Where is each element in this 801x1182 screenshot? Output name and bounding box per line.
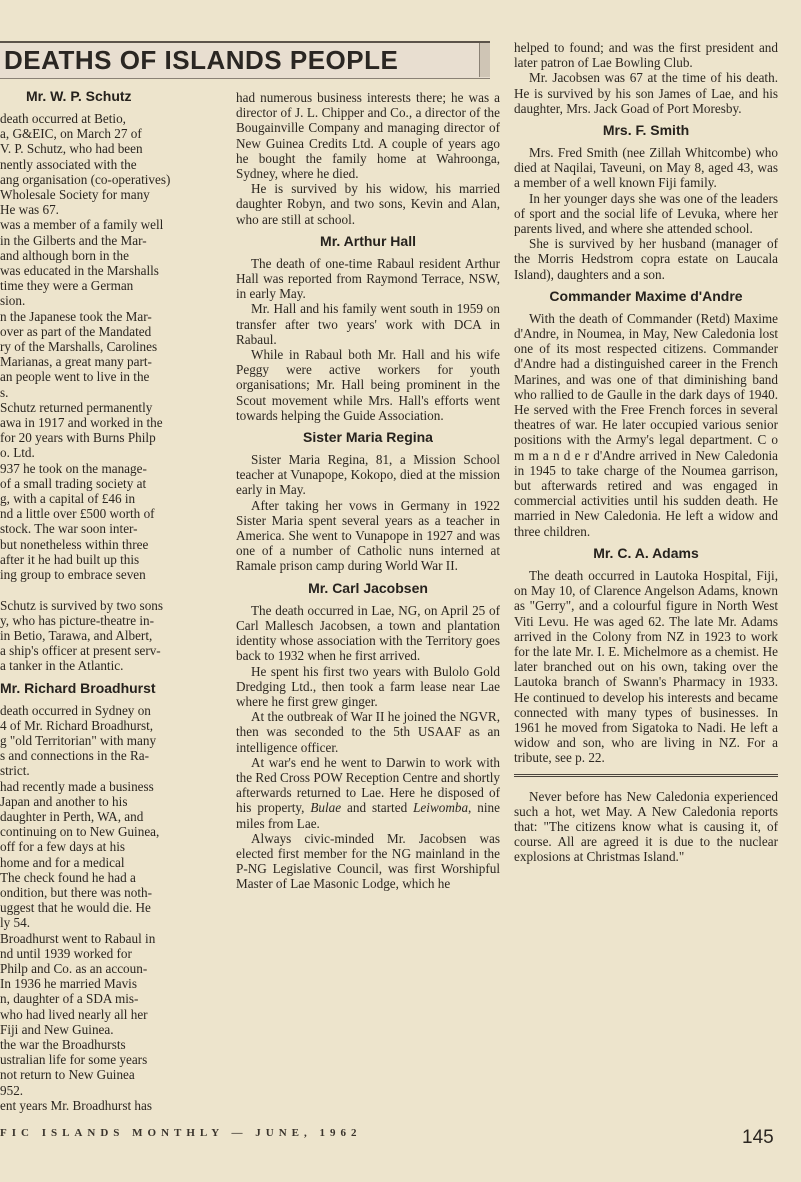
schutz-obituary <box>0 111 216 674</box>
text-line: Schutz returned permanently <box>0 399 153 415</box>
paragraph: At the outbreak of War II he joined the NGVR, then was seconded to the 5th USAAF as an intelligence officer. <box>236 709 500 755</box>
paragraph: With the death of Commander (Retd) Maxime d'Andre, in Noumea, in May, New Caledonia lost one of its most respected citizens. Commander d'Andre had a distinguished career in the French Marines, and was one of that diminishing band who rallied to de Gaulle in the dark days of 1940. He served with the Free French forces in several theatres of war. He later occupied various senior positions with the Army's legal department. C o m m a n d e r d'Andre arrived in New Caledonia in 1945 to take charge of the Noumea garrison, but afterwards retired and was engaged in commercial activities until his sudden death. He married in New Caledonia. He left a widow and three children. <box>514 310 778 539</box>
paragraph: He is survived by his widow, his married daughter Robyn, and two sons, Kevin and Alan, who are still at school. <box>236 181 500 227</box>
text-line: ry of the Marshalls, Carolines <box>0 339 158 355</box>
text-line: off for a few days at his <box>0 839 125 855</box>
text-line: was a member of a family well <box>0 217 164 233</box>
text-line: ing group to embrace seven <box>0 567 146 583</box>
text-line: ang organisation (co-operatives) <box>0 171 171 187</box>
paragraph <box>236 755 500 831</box>
property-name: Leiwomba <box>413 800 469 816</box>
property-name: Bulae <box>310 800 342 816</box>
text-line: an people went to live in the <box>0 369 150 385</box>
text-line: continuing on to New Guinea, <box>0 824 160 840</box>
paragraph: The death occurred in Lautoka Hospital, Fiji, on May 10, of Clarence Angelson Adams, known as "Gerry", and a colourful figure in North West Viti Levu. He was aged 62. The late Mr. Adams arrived in the Colony from NZ in 1923 to work for the late Mr. I. E. Michelmore as a chemist. He later branched out on his own, taking over the Lautoka branch of Swann's Pharmacy in 1933. He continued to develop his interests and became connected with many types of businesses. In 1961 he moved from Sigatoka to Nadi. He left a widow and son, who are living in NZ. For a tribute, see p. 22. <box>514 567 778 766</box>
text-line: in Betio, Tarawa, and Albert, <box>0 627 153 643</box>
page-number: 145 <box>742 1127 774 1148</box>
paragraph: While in Rabaul both Mr. Hall and his wife Peggy were active workers for youth organisations; Mr. Hall being prominent in the Scout movement while Mrs. Hall's efforts went towards helping the Guide Association. <box>236 347 500 423</box>
heading-adams: Mr. C. A. Adams <box>593 544 699 561</box>
text-line: g "old Territorian" with many <box>0 732 157 748</box>
paragraph: After taking her vows in Germany in 1922 Sister Maria spent several years as a teacher in America. She went to Vunapope in 1927 and was one of a number of Catholic nuns interned at Ramale prison camp during World War II. <box>236 497 500 574</box>
text-line: 937 he took on the manage- <box>0 460 147 476</box>
running-footer: FIC ISLANDS MONTHLY — JUNE, 1962 <box>0 1127 362 1139</box>
heading-dandre: Commander Maxime d'Andre <box>549 287 743 304</box>
text-line: daughter in Perth, WA, and <box>0 808 144 824</box>
text-line: ent years Mr. Broadhurst has <box>0 1097 152 1113</box>
text-line: Schutz is survived by two sons <box>0 597 164 613</box>
paragraph: He spent his first two years with Bulolo Gold Dredging Ltd., then took a farm lease near Lae where he first grew ginger. <box>236 663 500 709</box>
text-line: nd a little over £500 worth of <box>0 506 155 522</box>
text-line: a, G&EIC, on March 27 of <box>0 126 142 142</box>
broadhurst-obituary <box>0 703 216 1113</box>
text-line: o. Ltd. <box>0 445 35 461</box>
paragraph: In her younger days she was one of the leaders of sport and the social life of Levuka, where her parents lived, and where she attended school. <box>514 190 778 237</box>
text-line: Wholesale Society for many <box>0 187 150 203</box>
text-line: had recently made a business <box>0 778 154 794</box>
text-line: g, with a capital of £46 in <box>0 491 136 507</box>
text-line: n the Japanese took the Mar- <box>0 308 152 324</box>
text-line: over as part of the Mandated <box>0 323 152 339</box>
column-2 <box>236 90 500 1125</box>
text-line: a tanker in the Atlantic. <box>0 658 124 674</box>
divider-rule <box>514 774 778 777</box>
text-line: ondition, but there was noth- <box>0 884 152 900</box>
text-line: He was 67. <box>0 202 59 218</box>
text-line: V. P. Schutz, who had been <box>0 141 143 157</box>
paragraph: Always civic-minded Mr. Jacobsen was elected first member for the NG mainland in the P-NG Legislative Council, was first Worshipful Master of Lae Masonic Lodge, which he <box>236 830 500 892</box>
text-run: , nine miles from Lae. <box>236 800 500 831</box>
text-line: The check found he had a <box>0 869 136 885</box>
text-line: in the Gilberts and the Mar- <box>0 232 147 248</box>
text-line: Japan and another to his <box>0 793 128 809</box>
text-line: not return to New Guinea <box>0 1067 135 1083</box>
text-line: after it he had built up this <box>0 551 140 567</box>
column-3 <box>514 40 778 1125</box>
text-line: s and connections in the Ra- <box>0 748 150 764</box>
text-line: home and for a medical <box>0 854 125 870</box>
text-line: and although born in the <box>0 247 129 263</box>
text-line <box>0 582 216 597</box>
column-1 <box>0 88 216 1123</box>
text-line: s. <box>0 384 9 400</box>
text-line: of a small trading society at <box>0 475 147 491</box>
text-line: Broadhurst went to Rabaul in <box>0 930 156 946</box>
text-line: a ship's officer at present serv- <box>0 643 161 659</box>
text-line: y, who has picture-theatre in- <box>0 612 155 628</box>
paragraph: had numerous business interests there; he was a director of J. L. Chipper and Co., a director of the Bougainville Company and managing director of New Guinea Credits Ltd. A couple of years ago he bought the family home at Wahroonga, Sydney, where he died. <box>236 90 500 182</box>
text-run: and started <box>341 800 414 816</box>
text-line: 952. <box>0 1082 24 1098</box>
text-line: time they were a German <box>0 278 134 294</box>
text-line: ustralian life for some years <box>0 1052 148 1068</box>
paragraph: The death occurred in Lae, NG, on April 25 of Carl Mallesch Jacobsen, a town and plantation identity whose association with the Territory goes back to 1932 when he first arrived. <box>236 602 500 664</box>
paragraph: Sister Maria Regina, 81, a Mission School teacher at Vunapope, Kokopo, died at the mission early in May. <box>236 452 500 498</box>
text-line: the war the Broadhursts <box>0 1036 126 1052</box>
text-line: who had lived nearly all her <box>0 1006 148 1022</box>
text-line: awa in 1917 and worked in the <box>0 415 163 431</box>
text-line: uggest that he would die. He <box>0 900 151 916</box>
text-line: Marianas, a great many part- <box>0 354 152 370</box>
text-line: but nonetheless within three <box>0 536 149 552</box>
heading-hall: Mr. Arthur Hall <box>320 232 416 249</box>
paragraph: Mr. Jacobsen was 67 at the time of his death. He is survived by his son James of Lae, and his daughter, Mrs. Jack Goad of Port Moresby. <box>514 70 778 116</box>
paragraph: helped to found; and was the first president and later patron of Lae Bowling Club. <box>514 40 778 71</box>
text-line: Philp and Co. as an accoun- <box>0 960 148 976</box>
section-banner <box>0 41 490 79</box>
text-line: was educated in the Marshalls <box>0 263 159 279</box>
paragraph: Mrs. Fred Smith (nee Zillah Whitcombe) who died at Naqilai, Taveuni, on May 8, aged 43, was a member of a well known Fiji family. <box>514 145 778 191</box>
text-line: 4 of Mr. Richard Broadhurst, <box>0 717 154 733</box>
heading-regina: Sister Maria Regina <box>303 429 433 446</box>
text-line: nd until 1939 worked for <box>0 945 132 961</box>
text-line: Fiji and New Guinea. <box>0 1021 114 1037</box>
paragraph: She is survived by her husband (manager of the Morris Hedstrom copra estate on Laucala Island), daughters and a son. <box>514 236 778 282</box>
paragraph: Mr. Hall and his family went south in 1959 on transfer after two years' work with DCA in Rabaul. <box>236 301 500 347</box>
text-line: strict. <box>0 763 30 779</box>
heading-broadhurst: Mr. Richard Broadhurst <box>0 679 156 696</box>
heading-jacobsen: Mr. Carl Jacobsen <box>308 579 428 596</box>
page-title: DEATHS OF ISLANDS PEOPLE <box>4 45 399 75</box>
text-line: nently associated with the <box>0 156 137 172</box>
text-line: n, daughter of a SDA mis- <box>0 991 139 1007</box>
text-line: sion. <box>0 293 26 309</box>
heading-schutz: Mr. W. P. Schutz <box>26 88 132 104</box>
text-line: for 20 years with Burns Philp <box>0 430 156 446</box>
text-line: death occurred at Betio, <box>0 111 126 126</box>
paragraph: The death of one-time Rabaul resident Arthur Hall was reported from Raymond Terrace, NSW, in early May. <box>236 255 500 302</box>
text-run: At war's end he went to Darwin to work with the Red Cross POW Reception Centre and shortly afterwards returned to Lae. Here he disposed of his property, <box>236 754 500 816</box>
heading-smith: Mrs. F. Smith <box>602 122 690 139</box>
text-line: In 1936 he married Mavis <box>0 976 137 992</box>
text-line: ly 54. <box>0 915 31 931</box>
text-line: stock. The war soon inter- <box>0 521 138 537</box>
banner-scroll-ornament <box>479 43 490 77</box>
text-line: death occurred in Sydney on <box>0 702 151 718</box>
paragraph: Never before has New Caledonia experienced such a hot, wet May. A New Caledonia reports that: "The citizens know what is causing it, of course. All are agreed it is due to the nuclear explosions at Christmas Island." <box>514 788 778 865</box>
